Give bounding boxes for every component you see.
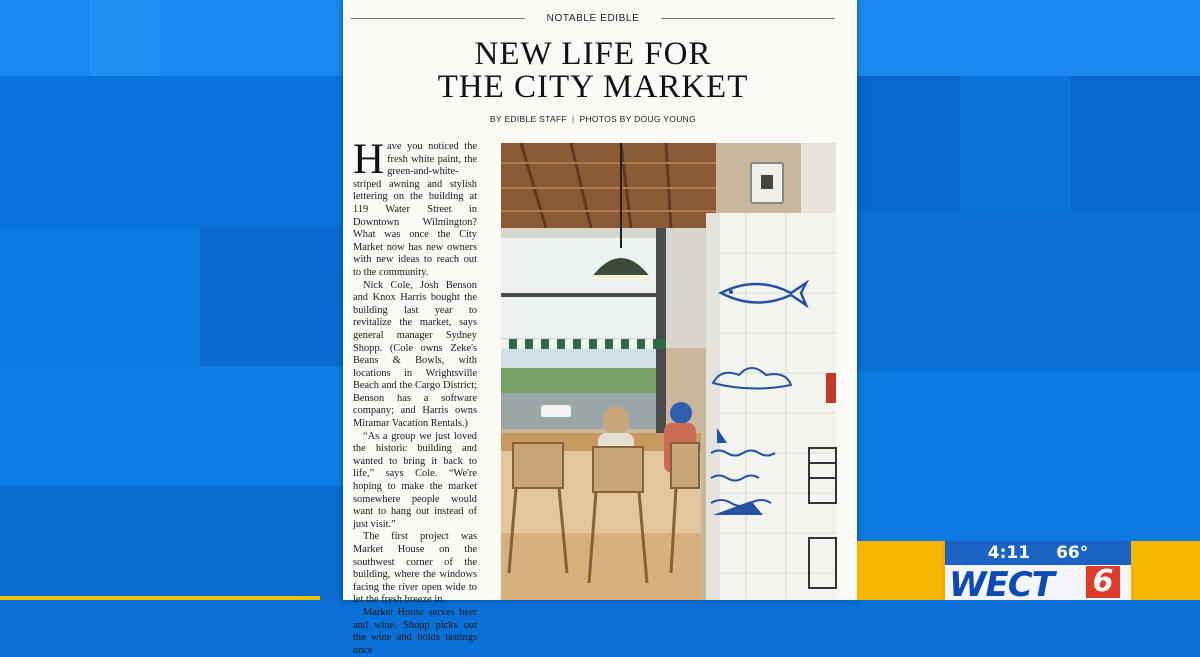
channel-number: 6: [1086, 566, 1120, 598]
lower-third-strip: [0, 596, 320, 600]
bug-time: 4:11: [987, 543, 1031, 563]
byline-separator: |: [571, 114, 575, 124]
drop-cap: H: [353, 136, 385, 183]
section-kicker: NOTABLE EDIBLE: [546, 12, 640, 24]
byline-author: BY EDIBLE STAFF: [490, 114, 567, 124]
kicker-rule-right: [661, 18, 835, 19]
article-paragraph: Nick Cole, Josh Benson and Knox Harris bought the building last year to revitalize the market, says general manager Sydney Shopp. (Cole owns Zeke's Beans & Bowls, with locations in Wrightsville Beach and the Cargo District; Benson has a software company; and Harris owns Miramar Vacation Rentals.): [353, 279, 477, 430]
article-paragraph: “As a group we just loved the historic building and wanted to bring it back to life,” says Cole. “We're hoping to make the market somewhere people would want to hang out instead of just visit.”: [353, 430, 477, 530]
station-bug: [945, 541, 1131, 605]
article-paragraph: The first project was Market House on the southwest corner of the building, where the windows facing the river open wide to let the fresh breeze in.: [353, 531, 477, 606]
article-paragraph: Have you noticed the fresh white paint, the green-and-white-striped awning and stylish lettering on the building at 119 Water Street in Downtown Wilmington? What was once the City Market now has new owners with new ideas to reach out to the community.: [353, 136, 477, 278]
bug-logo-panel: [945, 564, 1131, 605]
headline-line-2: THE CITY MARKET: [437, 69, 749, 105]
kicker-rule-left: [351, 18, 525, 19]
bug-time-temp-bar: [945, 541, 1131, 565]
headline-line-1: NEW LIFE FOR: [474, 36, 712, 72]
kicker-row: [351, 10, 835, 26]
article-paragraph: Market House serves beer and wine. Shopp picks out the wine and holds tastings once: [353, 606, 477, 656]
byline-photos: PHOTOS BY DOUG YOUNG: [579, 114, 696, 124]
article-headline: [343, 38, 843, 104]
magazine-page: [343, 0, 857, 656]
station-logo-text: WECT: [949, 565, 1054, 605]
article-body-column: [353, 136, 477, 657]
byline: [343, 114, 843, 124]
market-interior-photo: [501, 143, 836, 600]
bug-temperature: 66°: [1056, 543, 1089, 563]
market-interior-illustration: [501, 143, 836, 600]
